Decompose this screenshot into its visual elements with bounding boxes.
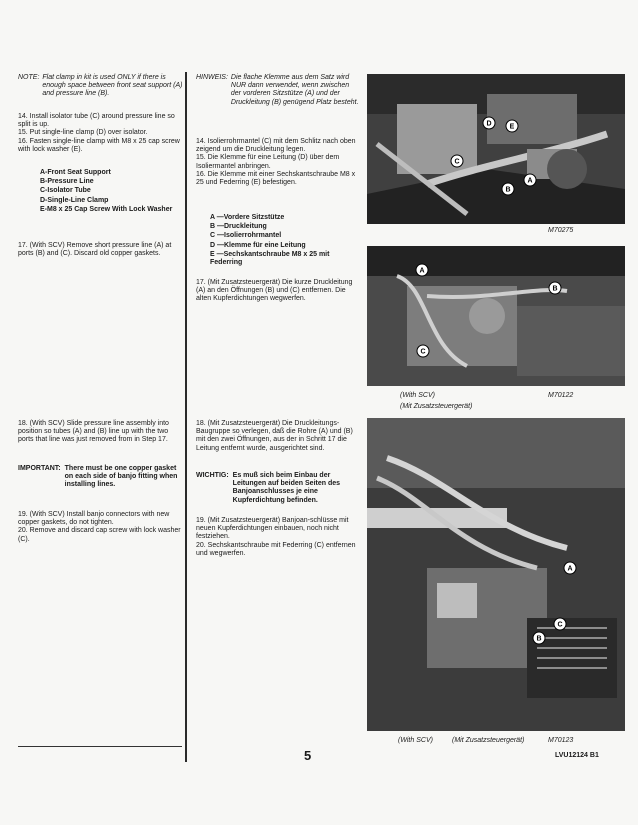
de-legend — [210, 214, 360, 268]
de-step-16: 16. Die Klemme mit einer Sechskantschraube M8 x 25 und Federring (E) befestigen. — [196, 170, 356, 187]
en-legend — [40, 169, 180, 215]
fig2-id: M70122 — [548, 392, 574, 399]
en-note — [18, 74, 183, 99]
footer-rule — [18, 746, 182, 747]
note-text: Flat clamp in kit is used ONLY if there is enough space between front seat support (A) and pressure line (B). — [42, 74, 183, 98]
page-number: 5 — [304, 748, 312, 763]
fig3-label-c: C — [557, 621, 563, 629]
en-legend-e: E-M8 x 25 Cap Screw With Lock Washer — [40, 205, 173, 213]
en-legend-b: B-Pressure Line — [40, 178, 94, 186]
en-steps-19-20 — [18, 511, 183, 544]
de-wichtig — [196, 472, 359, 505]
wichtig-text: Es muß sich beim Einbau der Leitungen auf beiden Seiten des Banjoanschlusses je eine Kupferdichtung befinden. — [232, 472, 341, 504]
en-step-19: 19. (With SCV) Install banjo connectors with new copper gaskets, do not tighten. — [18, 511, 170, 527]
fig3-caption-en: (With SCV) — [398, 737, 433, 744]
de-step-17: 17. (Mit Zusatzsteuergerät) Die kurze Druckleitung (A) an den Öffnungen (B) und (C) entfernen. Die alten Kupferdichtungen wegwerfen. — [196, 279, 353, 303]
en-legend-a: A-Front Seat Support — [40, 169, 111, 176]
fig2-caption-en: (With SCV) — [400, 392, 435, 399]
fig1-label-c: C — [454, 158, 460, 166]
column-divider — [185, 72, 187, 762]
important-text: There must be one copper gasket on each side of banjo fitting when installing lines. — [64, 465, 178, 489]
fig2-label-c: C — [420, 348, 426, 356]
de-step-15: 15. Die Klemme für eine Leitung (D) über dem Isoliermantel anbringen. — [196, 154, 340, 170]
de-legend-c: C —Isolierrohrmantel — [210, 232, 282, 240]
de-steps-19-20 — [196, 517, 359, 558]
de-legend-b: B —Druckleitung — [210, 223, 267, 231]
en-step-18: 18. (With SCV) Slide pressure line assembly into position so tubes (A) and (B) line up with the two ports that line was just removed from in Step 17. — [18, 420, 169, 444]
figure-2-photo — [367, 246, 625, 386]
hinweis-label: HINWEIS: — [196, 74, 228, 81]
note-label: NOTE: — [18, 74, 40, 81]
fig2-label-b: B — [552, 285, 558, 293]
fig1-label-d: D — [486, 120, 492, 128]
fig2-label-a: A — [419, 267, 425, 275]
fig3-id: M70123 — [548, 737, 574, 744]
fig3-label-a: A — [567, 565, 573, 573]
de-step-19: 19. (Mit Zusatzsteuergerät) Banjoan-schlüsse mit neuen Kupferdichtungen einbauen, noch nicht festziehen. — [196, 517, 349, 541]
wichtig-label: WICHTIG: — [196, 472, 229, 479]
fig1-label-e: E — [509, 123, 515, 131]
en-step-15: 15. Put single-line clamp (D) over isolator. — [18, 129, 148, 137]
fig1-label-b: B — [505, 186, 511, 194]
en-step-16: 16. Fasten single-line clamp with M8 x 25 cap screw with lock washer (E). — [18, 137, 180, 153]
fig1-id: M70275 — [548, 227, 574, 234]
de-steps-14-16 — [196, 138, 359, 187]
en-legend-d: D-Single-Line Clamp — [40, 196, 109, 204]
en-step-20: 20. Remove and discard cap screw with lock washer (C). — [18, 527, 181, 543]
de-step-20: 20. Sechskantschraube mit Federring (C) entfernen und wegwerfen. — [196, 541, 356, 557]
en-steps-14-16 — [18, 113, 183, 154]
figure-3-photo — [367, 418, 625, 731]
fig1-label-a: A — [527, 177, 533, 185]
de-step-18: 18. (Mit Zusatzsteuergerät) Die Druckleitungs-Baugruppe so verlegen, daß die Rohre (A) und (B) mit den zwei Öffnungen, aus der in Schritt 17 die Leitung entfernt wurde, ausgerichtet sind. — [196, 420, 353, 452]
en-legend-c: C-Isolator Tube — [40, 187, 91, 195]
fig3-caption-de: (Mit Zusatzsteuergerät) — [452, 737, 525, 744]
en-step-14: 14. Install isolator tube (C) around pressure line so split is up. — [18, 113, 175, 129]
document-id: LVU12124 B1 — [555, 752, 599, 759]
en-step-17: 17. (With SCV) Remove short pressure line (A) at ports (B) and (C). Discard old copper gaskets. — [18, 242, 172, 258]
fig2-caption-de: (Mit Zusatzsteuergerät) — [400, 403, 473, 410]
de-legend-a: A —Vordere Sitzstütze — [210, 214, 285, 221]
de-legend-e: E —Sechskantschraube M8 x 25 mit Federring — [210, 250, 330, 267]
de-hinweis — [196, 74, 359, 107]
fig3-label-b: B — [536, 635, 542, 643]
important-label: IMPORTANT: — [18, 465, 61, 472]
en-important — [18, 465, 183, 490]
figure-1-photo — [367, 74, 625, 224]
de-legend-d: D —Klemme für eine Leitung — [210, 241, 306, 249]
de-step-14: 14. Isolierrohrmantel (C) mit dem Schlitz nach oben zeigend um die Druckleitung legen. — [196, 138, 356, 154]
hinweis-text: Die flache Klemme aus dem Satz wird NUR dann verwendet, wenn zwischen der vorderen Sitzstütze (A) und der Druckleitung (B) genügend Platz besteht. — [230, 74, 359, 106]
